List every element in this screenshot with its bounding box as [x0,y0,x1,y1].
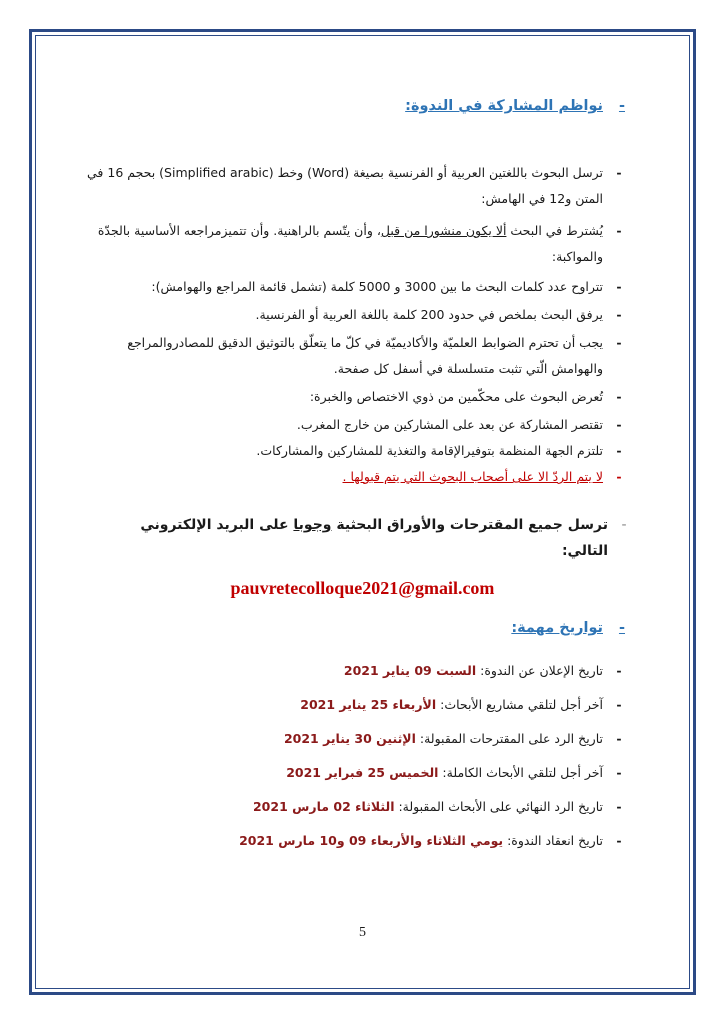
heading-text: نواظم المشاركة في الندوة: [405,98,603,114]
list-item: - تلتزم الجهة المنظمة بتوفيرالإقامة والتغذية للمشاركين والمشاركات. [256,443,622,458]
heading-text: تواريخ مهمة: [511,620,603,636]
list-item: - يُشترط في البحث ألا يكون منشورا من قبل، وأن يتّسم بالراهنية. وأن تتميزمراجعه الأساسية بالجدّة والمواكبة: [97,223,622,264]
date-item: - تاريخ الرد على المقترحات المقبولة: الإثنين 30 يناير 2021 [283,731,622,746]
heading-dash: - [618,620,625,636]
date-item: - تاريخ انعقاد الندوة: يومي الثلاثاء والأربعاء 09 و10 مارس 2021 [239,833,622,848]
list-item: - يجب أن تحترم الضوابط العلميّة والأكاديميّة في كلّ ما يتعلّق بالتوثيق الدقيق للمصادروالمراجع والهوامش الّتي تثبت متسلسلة في أسفل كل صفحة. [127,335,622,376]
list-item: - تقتصر المشاركة عن بعد على المشاركين من خارج المغرب. [296,417,622,432]
underlined-condition: ألا يكون منشورا من قبل [380,223,507,238]
list-item: - تتراوح عدد كلمات البحث ما بين 3000 و 5000 كلمة (تشمل قائمة المراجع والهوامش): [151,279,622,294]
section-dates [75,620,625,636]
date-item: - آخر أجل لتلقي مشاريع الأبحاث: الأربعاء 25 يناير 2021 [300,697,622,712]
date-item: - آخر أجل لتلقي الأبحاث الكاملة: الخميس 25 فبراير 2021 [286,765,622,780]
participation-rules-list [75,160,625,490]
list-item: - يرفق البحث بملخص في حدود 200 كلمة باللغة العربية أو الفرنسية. [255,307,622,322]
section-dates-heading [75,620,625,636]
list-item: - تُعرض البحوث على محكّمين من ذوي الاختصاص والخبرة: [309,389,622,404]
date-item: - تاريخ الإعلان عن الندوة: السبت 09 يناير 2021 [343,663,622,678]
list-item: - ترسل البحوث باللغتين العربية أو الفرنسية بصيغة (Word) وخط (Simplified arabic) بحجم 16 في المتن و12 في الهامش: [87,165,622,206]
submission-instruction: - ترسل جميع المقترحات والأوراق البحثية وجوبا على البريد الإلكتروني التالي: [140,517,627,559]
contact-email[interactable]: pauvretecolloque2021@gmail.com [230,578,495,598]
date-item: - تاريخ الرد النهائي على الأبحاث المقبولة: الثلاثاء 02 مارس 2021 [252,799,622,814]
list-item-reply-note: - لا يتم الردّ الا على أصحاب البحوث التي يتم قبولها . [342,469,622,484]
important-dates-list [75,654,625,858]
heading-dash: - [618,98,625,114]
section-participation [75,98,625,114]
page-number: 5 [359,925,366,940]
section-participation-heading [75,98,625,114]
